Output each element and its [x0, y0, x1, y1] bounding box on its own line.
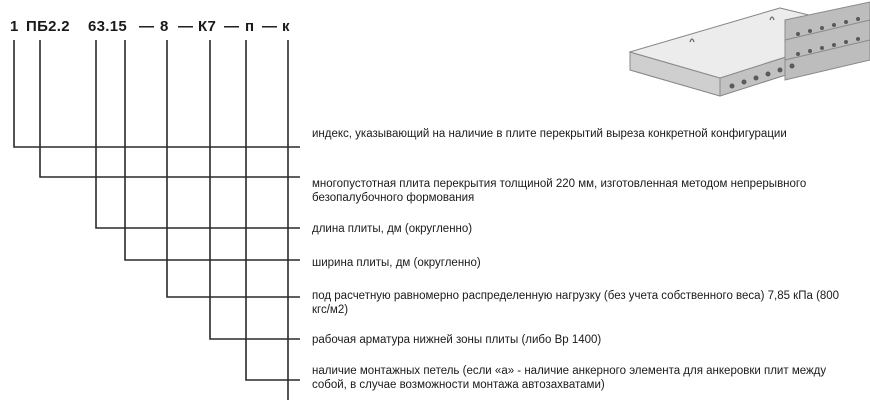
code-type: ПБ2.2	[26, 18, 70, 35]
description-loops: наличие монтажных петель (если «а» - наличие анкерного элемента для анкеровки плит между собой, в случае возможности монтажа автозахватами)	[312, 365, 827, 391]
connector-load	[167, 40, 300, 297]
description-load: под расчетную равномерно распределенную нагрузку (без учета собственного веса) 7,85 кПа (800 кгс/м2)	[312, 290, 840, 316]
connector-reinforcement	[210, 40, 300, 339]
connector-width	[125, 40, 300, 260]
code-loops: п	[245, 18, 255, 35]
code-reinforcement: К7	[198, 18, 217, 35]
code-dash: —	[262, 18, 278, 35]
code-index-1: 1	[10, 18, 19, 35]
hollow-core-slab-stack-icon	[620, 0, 870, 120]
description-reinforcement: рабочая арматура нижней зоны плиты (либо Вр 1400)	[312, 334, 602, 346]
code-cutout: к	[282, 18, 290, 35]
code-dash: —	[224, 18, 240, 35]
code-load: 8	[160, 18, 169, 35]
connector-length	[96, 40, 300, 228]
description-cutout: индекс, указывающий на наличие в плите перекрытий выреза конкретной конфигурации	[312, 128, 787, 140]
description-width: ширина плиты, дм (округленно)	[312, 257, 481, 269]
connector-loops	[246, 40, 300, 380]
code-dimensions: 63.15	[88, 18, 128, 35]
connector-type	[40, 40, 300, 177]
code-dash: —	[139, 18, 155, 35]
connector-cutout	[14, 40, 300, 147]
description-length: длина плиты, дм (округленно)	[312, 223, 473, 235]
code-dash: —	[178, 18, 194, 35]
description-slab-type: многопустотная плита перекрытия толщиной 220 мм, изготовленная методом непрерывного безопалубочного формования	[312, 178, 807, 204]
